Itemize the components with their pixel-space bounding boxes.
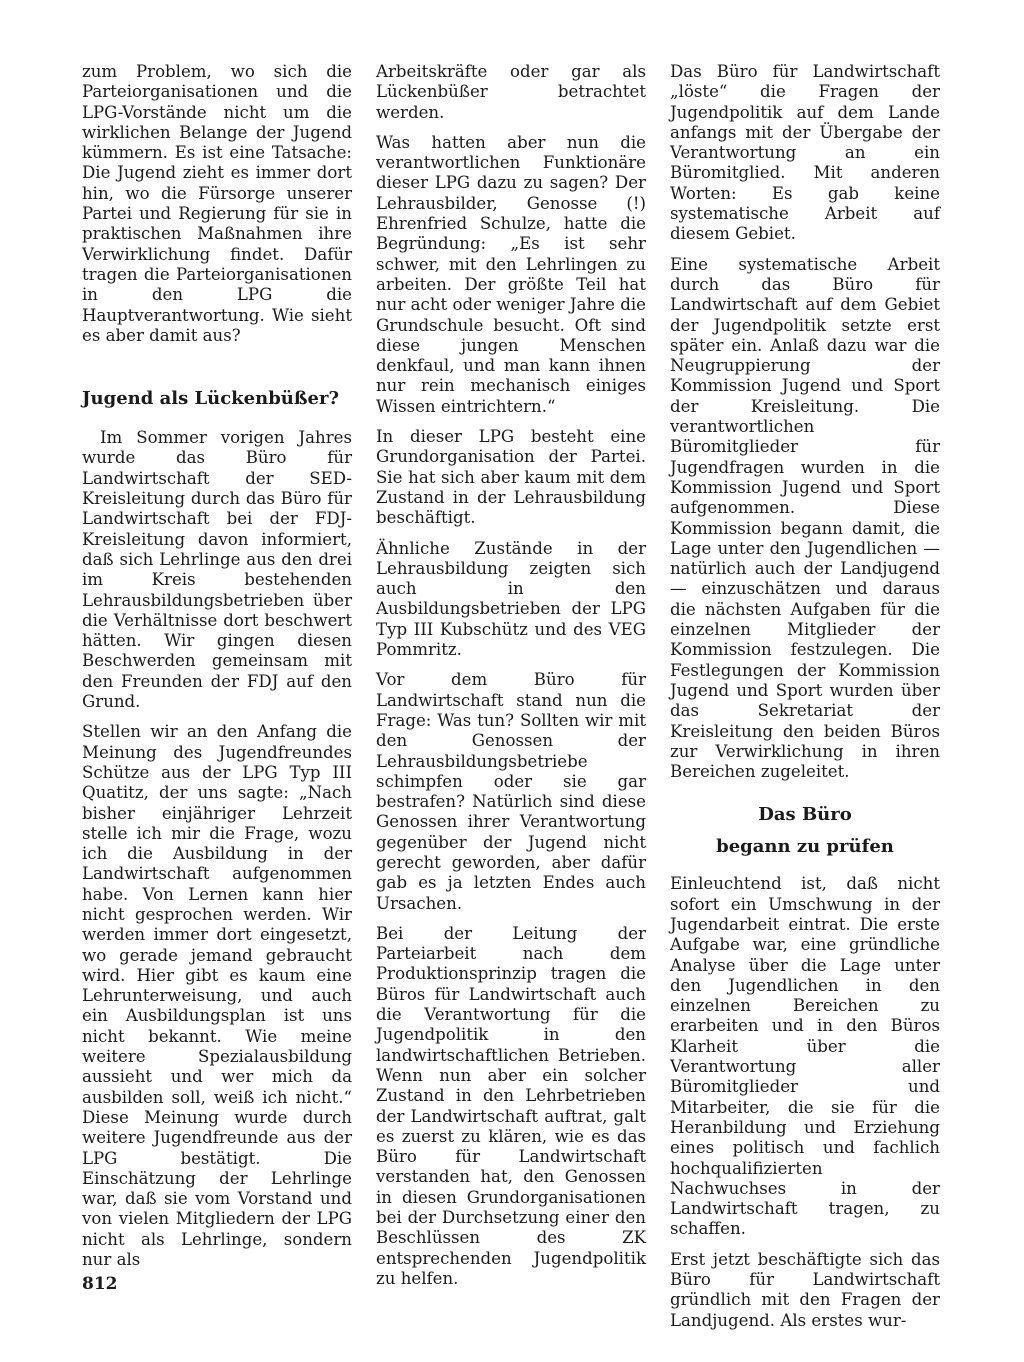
- paragraph: zum Problem, wo sich die Parteiorganisationen und die LPG-Vorstände nicht um die wirklichen Belange der Jugend kümmern. Es ist eine Tatsache: Die Jugend zieht es immer dort hin, wo die Fürsorge unserer Partei und Regierung für sie in praktischen Maßnahmen ihre Verwirklichung findet. Dafür tragen die Parteiorganisationen in den LPG die Hauptverantwortung. Wie sieht es aber damit aus?: [82, 62, 352, 345]
- paragraph: Ähnliche Zustände in der Lehrausbildung zeigten sich auch in den Ausbildungsbetrieben der LPG Typ III Kubschütz und des VEG Pommritz.: [376, 538, 646, 660]
- paragraph: Bei der Leitung der Parteiarbeit nach dem Produktionsprinzip tragen die Büros für Landwirtschaft auch die Verantwortung für die Jugendpolitik in den landwirtschaftlichen Betrieben. Wenn nun aber ein solcher Zustand in den Lehrbetrieben der Landwirtschaft auftrat, galt es zuerst zu klären, wie es das Büro für Landwirtschaft verstanden hat, den Genossen in diesen Grundorganisationen bei der Durchsetzung einer den Beschlüssen des ZK entsprechenden Jugendpolitik zu helfen.: [376, 923, 646, 1288]
- page-number: 812: [82, 1274, 118, 1294]
- paragraph: Das Büro für Landwirtschaft „löste“ die Fragen der Jugendpolitik auf dem Lande anfangs mit der Übergabe der Verantwortung an ein Büromitglied. Mit anderen Worten: Es gab keine systematische Arbeit auf diesem Gebiet.: [670, 62, 940, 244]
- paragraph: Einleuchtend ist, daß nicht sofort ein Umschwung in der Jugendarbeit eintrat. Die erste Aufgabe war, eine gründliche Analyse über die Lage unter den Jugendlichen in den einzelnen Bereichen zu erarbeiten und in den Büros Klarheit über die Verantwortung aller Büromitglieder und Mitarbeiter, die sie für die Heranbildung und Erziehung eines politisch und fachlich hochqualifizierten Nachwuchses in der Landwirtschaft tragen, zu schaffen.: [670, 874, 940, 1239]
- text-column-middle: [376, 62, 646, 1299]
- paragraph: Im Sommer vorigen Jahres wurde das Büro für Landwirtschaft der SED-Kreisleitung durch das Büro für Landwirtschaft bei der FDJ-Kreisleitung davon informiert, daß sich Lehrlinge aus den drei im Kreis bestehenden Lehrausbildungsbetrieben über die Verhältnisse dort beschwert hätten. Wir gingen diesen Beschwerden gemeinsam mit den Freunden der FDJ auf den Grund.: [82, 428, 352, 712]
- paragraph: Eine systematische Arbeit durch das Büro für Landwirtschaft auf dem Gebiet der Jugendpolitik setzte erst später ein. Anlaß dazu war die Neugruppierung der Kommission Jugend und Sport der Kreisleitung. Die verantwortlichen Büromitglieder für Jugendfragen wurden in die Kommission Jugend und Sport aufgenommen. Diese Kommission begann damit, die Lage unter den Jugendlichen — natürlich auch der Landjugend — einzuschätzen und daraus die nächsten Aufgaben für die einzelnen Mitglieder der Kommission festzulegen. Die Festlegungen der Kommission Jugend und Sport wurden über das Sekretariat der Kreisleitung den beiden Büros zur Verwirklichung in ihren Bereichen zugeleitet.: [670, 254, 940, 782]
- paragraph: Vor dem Büro für Landwirtschaft stand nun die Frage: Was tun? Sollten wir mit den Genossen der Lehrausbildungsbetriebe schimpfen oder sie gar bestrafen? Natürlich sind diese Genossen ihrer Verantwortung gegenüber der Jugend nicht gerecht geworden, aber dafür gab es ja letzten Endes auch Ursachen.: [376, 670, 646, 913]
- paragraph: Arbeitskräfte oder gar als Lückenbüßer betrachtet werden.: [376, 62, 646, 122]
- section-heading-begann-zu-pruefen: begann zu prüfen: [716, 836, 894, 858]
- section-heading-das-buero: Das Büro: [758, 804, 852, 826]
- paragraph: Erst jetzt beschäftigte sich das Büro für Landwirtschaft gründlich mit den Fragen der Landjugend. Als erstes wur-: [670, 1249, 940, 1330]
- text-column-right: [670, 62, 940, 1341]
- paragraph: Stellen wir an den Anfang die Meinung des Jugendfreundes Schütze aus der LPG Typ III Quatitz, der uns sagte: „Nach bisher einjähriger Lehrzeit stelle ich mir die Frage, wozu ich die Ausbildung in der Landwirtschaft aufgenommen habe. Von Lernen kann hier nicht gesprochen werden. Wir werden immer dort eingesetzt, wo gerade jemand gebraucht wird. Hier gibt es kaum eine Lehrunterweisung, und auch ein Ausbildungsplan ist uns nicht bekannt. Wie meine weitere Spezialausbildung aussieht und wer mich da ausbilden soll, weiß ich nicht.“ Diese Meinung wurde durch weitere Jugendfreunde aus der LPG bestätigt. Die Einschätzung der Lehrlinge war, daß sie vom Vorstand und von vielen Mitgliedern der LPG nicht als Lehrlinge, sondern nur als: [82, 722, 352, 1270]
- paragraph: In dieser LPG besteht eine Grundorganisation der Partei. Sie hat sich aber kaum mit dem Zustand in der Lehrausbildung beschäftigt.: [376, 427, 646, 528]
- text-column-left: [82, 62, 352, 1280]
- paragraph: Was hatten aber nun die verantwortlichen Funktionäre dieser LPG dazu zu sagen? Der Lehrausbilder, Genosse (!) Ehrenfried Schulze, hatte die Begründung: „Es ist sehr schwer, mit den Lehrlingen zu arbeiten. Der größte Teil hat nur acht oder weniger Jahre die Grundschule besucht. Oft sind diese jungen Menschen denkfaul, und man kann ihnen nur rein mechanisch einiges Wissen eintrichtern.“: [376, 132, 646, 416]
- section-heading-jugend-als-lueckenbuesser: Jugend als Lückenbüßer?: [82, 388, 340, 410]
